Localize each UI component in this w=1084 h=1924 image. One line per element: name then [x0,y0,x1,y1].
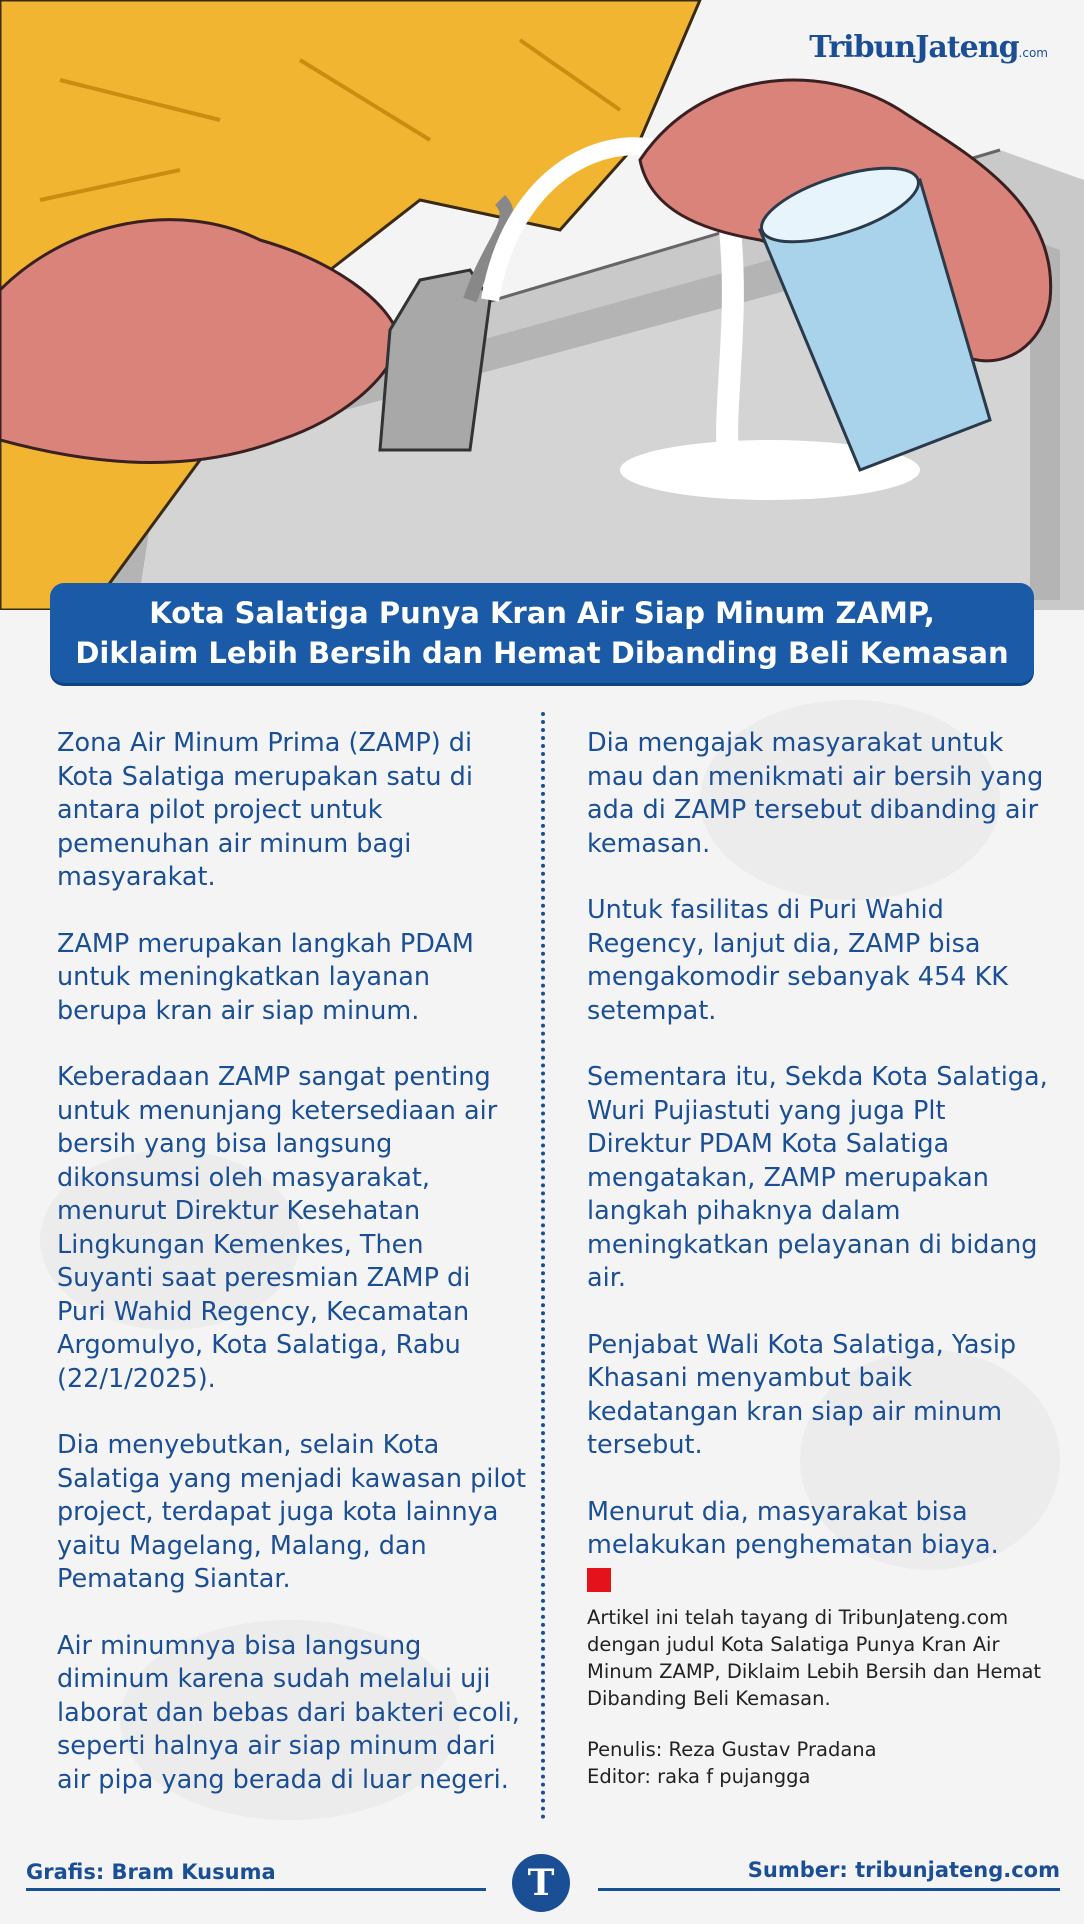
column-divider [541,712,545,1820]
left-column [57,727,527,1830]
author-credit: Penulis: Reza Gustav Pradana [587,1738,877,1761]
paragraph: Penjabat Wali Kota Salatiga, Yasip Khasani menyambut baik kedatangan kran siap air minum tersebut. [587,1329,1017,1460]
paragraph: ZAMP merupakan langkah PDAM untuk meningkatkan layanan berupa kran air siap minum. [57,928,474,1026]
headline-banner [50,583,1034,683]
note-marker-icon [587,1568,611,1592]
right-column [587,727,1057,1596]
paragraph: Sementara itu, Sekda Kota Salatiga, Wuri Pujiastuti yang juga Plt Direktur PDAM Kota Salatiga mengatakan, ZAMP merupakan langkah pihaknya dalam meningkatkan pelayanan di bidang air. [587,1062,1048,1293]
headline-line-2: Diklaim Lebih Bersih dan Hemat Dibanding Beli Kemasan [75,636,1009,670]
note-text: Artikel ini telah tayang di TribunJateng.com dengan judul Kota Salatiga Punya Kran Air Minum ZAMP, Diklaim Lebih Bersih dan Hemat Dibanding Beli Kemasan. [587,1606,1042,1710]
footer-rule-left [26,1888,486,1891]
headline-line-1: Kota Salatiga Punya Kran Air Siap Minum ZAMP, [149,596,935,630]
source-credit: Sumber: tribunjateng.com [747,1858,1060,1882]
paragraph: Air minumnya bisa langsung diminum karena sudah melalui uji laborat dan bebas dari bakteri ecoli, seperti halnya air siap minum dari air pipa yang berada di luar negeri. [57,1630,520,1795]
graphic-credit: Grafis: Bram Kusuma [26,1860,276,1884]
footer-rule-right [598,1888,1060,1891]
editor-credit: Editor: raka f pujangga [587,1765,811,1788]
brand-logo: TribunJateng.com [809,30,1048,65]
hero-illustration [0,0,1084,610]
paragraph: Dia mengajak masyarakat untuk mau dan menikmati air bersih yang ada di ZAMP tersebut dibanding air kemasan. [587,728,1044,859]
tribun-logo-icon: T [512,1854,570,1912]
paragraph: Menurut dia, masyarakat bisa melakukan penghematan biaya. [587,1496,999,1560]
paragraph: Untuk fasilitas di Puri Wahid Regency, lanjut dia, ZAMP bisa mengakomodir sebanyak 454 KK setempat. [587,895,1009,1026]
source-note [587,1604,1057,1790]
paragraph: Dia menyebutkan, selain Kota Salatiga yang menjadi kawasan pilot project, terdapat juga kota lainnya yaitu Magelang, Malang, dan Pematang Siantar. [57,1430,527,1594]
paragraph: Keberadaan ZAMP sangat penting untuk menunjang ketersediaan air bersih yang bisa langsung dikonsumsi oleh masyarakat, menurut Direktur Kesehatan Lingkungan Kemenkes, Then Suyanti saat peresmian ZAMP di Puri Wahid Regency, Kecamatan Argomulyo, Kota Salatiga, Rabu (22/1/2025). [57,1062,498,1394]
paragraph: Zona Air Minum Prima (ZAMP) di Kota Salatiga merupakan satu di antara pilot project untuk pemenuhan air minum bagi masyarakat. [57,728,473,892]
